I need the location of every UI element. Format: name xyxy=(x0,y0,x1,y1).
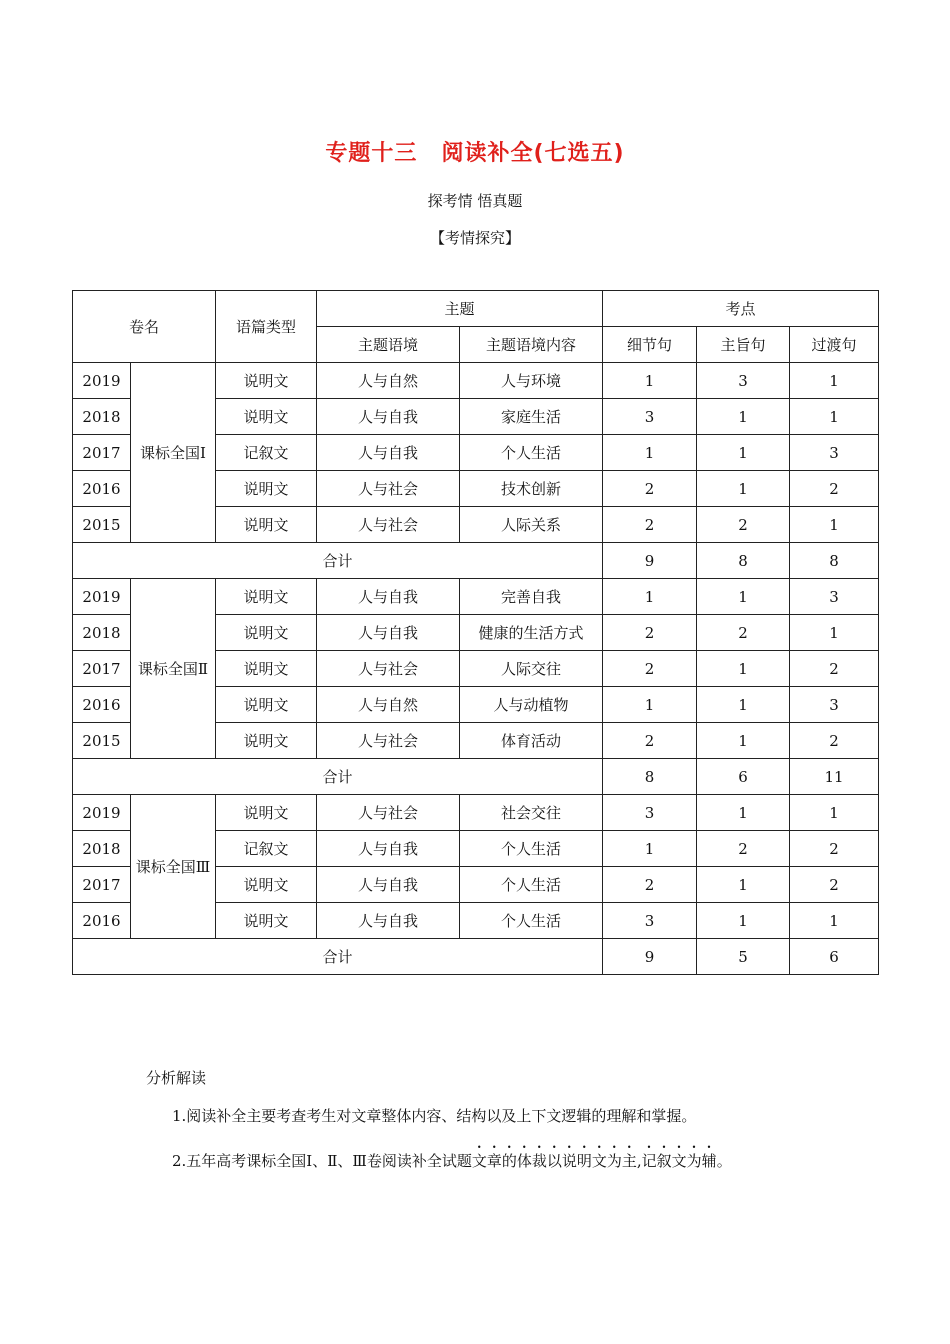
genre-cell: 说明文 xyxy=(216,795,317,831)
paper-name-cell: 课标全国Ⅰ xyxy=(131,363,216,543)
total-detail-cell: 8 xyxy=(603,759,697,795)
header-paper: 卷名 xyxy=(73,291,216,363)
analysis-item-1: 1.阅读补全主要考查考生对文章整体内容、结构以及上下文逻辑的理解和掌握。 xyxy=(172,1107,697,1125)
genre-cell: 说明文 xyxy=(216,507,317,543)
genre-cell: 说明文 xyxy=(216,579,317,615)
page-title xyxy=(0,136,950,167)
total-label-cell: 合计 xyxy=(73,759,603,795)
paper-name-cell: 课标全国Ⅱ xyxy=(131,579,216,759)
theme-context-cell: 人与社会 xyxy=(317,723,460,759)
year-cell: 2019 xyxy=(73,579,131,615)
detail-count-cell: 1 xyxy=(603,687,697,723)
genre-cell: 说明文 xyxy=(216,363,317,399)
transition-count-cell: 1 xyxy=(790,615,879,651)
year-cell: 2015 xyxy=(73,507,131,543)
total-main-idea-cell: 5 xyxy=(697,939,790,975)
total-label-cell: 合计 xyxy=(73,543,603,579)
theme-context-cell: 人与自我 xyxy=(317,399,460,435)
analysis-item-2-suffix: 。 xyxy=(716,1152,732,1170)
total-row xyxy=(73,939,879,975)
year-cell: 2017 xyxy=(73,651,131,687)
theme-context-cell: 人与社会 xyxy=(317,507,460,543)
genre-cell: 记叙文 xyxy=(216,831,317,867)
year-cell: 2016 xyxy=(73,687,131,723)
year-cell: 2016 xyxy=(73,903,131,939)
detail-count-cell: 3 xyxy=(603,795,697,831)
header-theme: 主题 xyxy=(317,291,603,327)
transition-count-cell: 2 xyxy=(790,651,879,687)
total-transition-cell: 11 xyxy=(790,759,879,795)
theme-content-cell: 体育活动 xyxy=(460,723,603,759)
transition-count-cell: 3 xyxy=(790,687,879,723)
analysis-item-2-prefix: 2.五年高考课标全国Ⅰ、Ⅱ、Ⅲ卷阅读补全试题 xyxy=(172,1152,472,1170)
title-part2: 阅读补全(七选五) xyxy=(441,141,625,166)
header-detail: 细节句 xyxy=(603,327,697,363)
total-row xyxy=(73,543,879,579)
header-theme-context: 主题语境 xyxy=(317,327,460,363)
analysis-heading: 分析解读 xyxy=(146,1069,207,1087)
theme-content-cell: 个人生活 xyxy=(460,867,603,903)
year-cell: 2018 xyxy=(73,399,131,435)
main-idea-count-cell: 2 xyxy=(697,615,790,651)
total-detail-cell: 9 xyxy=(603,543,697,579)
main-idea-count-cell: 1 xyxy=(697,795,790,831)
theme-context-cell: 人与社会 xyxy=(317,651,460,687)
detail-count-cell: 3 xyxy=(603,903,697,939)
theme-context-cell: 人与自然 xyxy=(317,687,460,723)
detail-count-cell: 2 xyxy=(603,615,697,651)
detail-count-cell: 1 xyxy=(603,363,697,399)
main-idea-count-cell: 3 xyxy=(697,363,790,399)
genre-cell: 说明文 xyxy=(216,615,317,651)
transition-count-cell: 3 xyxy=(790,579,879,615)
genre-cell: 记叙文 xyxy=(216,435,317,471)
theme-content-cell: 人际关系 xyxy=(460,507,603,543)
detail-count-cell: 2 xyxy=(603,651,697,687)
theme-content-cell: 人与环境 xyxy=(460,363,603,399)
main-idea-count-cell: 1 xyxy=(697,471,790,507)
main-idea-count-cell: 1 xyxy=(697,399,790,435)
section-label: 【考情探究】 xyxy=(429,229,520,247)
theme-context-cell: 人与自我 xyxy=(317,435,460,471)
total-row xyxy=(73,759,879,795)
genre-cell: 说明文 xyxy=(216,471,317,507)
theme-content-cell: 个人生活 xyxy=(460,435,603,471)
transition-count-cell: 1 xyxy=(790,507,879,543)
theme-context-cell: 人与自我 xyxy=(317,903,460,939)
main-idea-count-cell: 1 xyxy=(697,651,790,687)
genre-cell: 说明文 xyxy=(216,399,317,435)
theme-content-cell: 社会交往 xyxy=(460,795,603,831)
header-transition: 过渡句 xyxy=(790,327,879,363)
transition-count-cell: 3 xyxy=(790,435,879,471)
detail-count-cell: 2 xyxy=(603,723,697,759)
genre-cell: 说明文 xyxy=(216,867,317,903)
theme-content-cell: 人与动植物 xyxy=(460,687,603,723)
main-idea-count-cell: 1 xyxy=(697,903,790,939)
transition-count-cell: 2 xyxy=(790,831,879,867)
genre-cell: 说明文 xyxy=(216,687,317,723)
theme-context-cell: 人与社会 xyxy=(317,795,460,831)
detail-count-cell: 1 xyxy=(603,435,697,471)
year-cell: 2016 xyxy=(73,471,131,507)
total-main-idea-cell: 6 xyxy=(697,759,790,795)
main-idea-count-cell: 2 xyxy=(697,831,790,867)
genre-cell: 说明文 xyxy=(216,723,317,759)
theme-content-cell: 人际交往 xyxy=(460,651,603,687)
year-cell: 2018 xyxy=(73,615,131,651)
theme-content-cell: 个人生活 xyxy=(460,903,603,939)
header-main-idea: 主旨句 xyxy=(697,327,790,363)
total-detail-cell: 9 xyxy=(603,939,697,975)
main-idea-count-cell: 1 xyxy=(697,723,790,759)
total-transition-cell: 6 xyxy=(790,939,879,975)
theme-context-cell: 人与自我 xyxy=(317,615,460,651)
paper-name-cell: 课标全国Ⅲ xyxy=(131,795,216,939)
year-cell: 2019 xyxy=(73,363,131,399)
title-part1: 专题十三 xyxy=(325,141,418,166)
table-row xyxy=(73,363,879,399)
theme-context-cell: 人与社会 xyxy=(317,471,460,507)
transition-count-cell: 1 xyxy=(790,363,879,399)
analysis-item-2-emphasis: 文章的体裁以说明文为主,记叙文为辅 xyxy=(471,1152,717,1170)
theme-context-cell: 人与自我 xyxy=(317,831,460,867)
detail-count-cell: 2 xyxy=(603,507,697,543)
theme-content-cell: 家庭生活 xyxy=(460,399,603,435)
total-transition-cell: 8 xyxy=(790,543,879,579)
year-cell: 2019 xyxy=(73,795,131,831)
main-idea-count-cell: 2 xyxy=(697,507,790,543)
year-cell: 2017 xyxy=(73,435,131,471)
header-theme-content: 主题语境内容 xyxy=(460,327,603,363)
year-cell: 2015 xyxy=(73,723,131,759)
theme-context-cell: 人与自然 xyxy=(317,363,460,399)
transition-count-cell: 1 xyxy=(790,903,879,939)
analysis-item-2 xyxy=(172,1143,732,1171)
detail-count-cell: 3 xyxy=(603,399,697,435)
theme-content-cell: 完善自我 xyxy=(460,579,603,615)
detail-count-cell: 1 xyxy=(603,831,697,867)
theme-content-cell: 技术创新 xyxy=(460,471,603,507)
total-label-cell: 合计 xyxy=(73,939,603,975)
transition-count-cell: 2 xyxy=(790,471,879,507)
table-row xyxy=(73,795,879,831)
exam-analysis-table xyxy=(72,290,879,975)
theme-context-cell: 人与自我 xyxy=(317,579,460,615)
total-main-idea-cell: 8 xyxy=(697,543,790,579)
theme-content-cell: 健康的生活方式 xyxy=(460,615,603,651)
transition-count-cell: 2 xyxy=(790,867,879,903)
year-cell: 2017 xyxy=(73,867,131,903)
theme-content-cell: 个人生活 xyxy=(460,831,603,867)
main-idea-count-cell: 1 xyxy=(697,435,790,471)
table-row xyxy=(73,579,879,615)
theme-context-cell: 人与自我 xyxy=(317,867,460,903)
header-points: 考点 xyxy=(603,291,879,327)
transition-count-cell: 1 xyxy=(790,795,879,831)
year-cell: 2018 xyxy=(73,831,131,867)
main-idea-count-cell: 1 xyxy=(697,687,790,723)
main-idea-count-cell: 1 xyxy=(697,579,790,615)
detail-count-cell: 2 xyxy=(603,867,697,903)
genre-cell: 说明文 xyxy=(216,903,317,939)
subtitle: 探考情 悟真题 xyxy=(427,192,523,210)
genre-cell: 说明文 xyxy=(216,651,317,687)
transition-count-cell: 2 xyxy=(790,723,879,759)
main-idea-count-cell: 1 xyxy=(697,867,790,903)
detail-count-cell: 1 xyxy=(603,579,697,615)
transition-count-cell: 1 xyxy=(790,399,879,435)
detail-count-cell: 2 xyxy=(603,471,697,507)
header-genre: 语篇类型 xyxy=(216,291,317,363)
